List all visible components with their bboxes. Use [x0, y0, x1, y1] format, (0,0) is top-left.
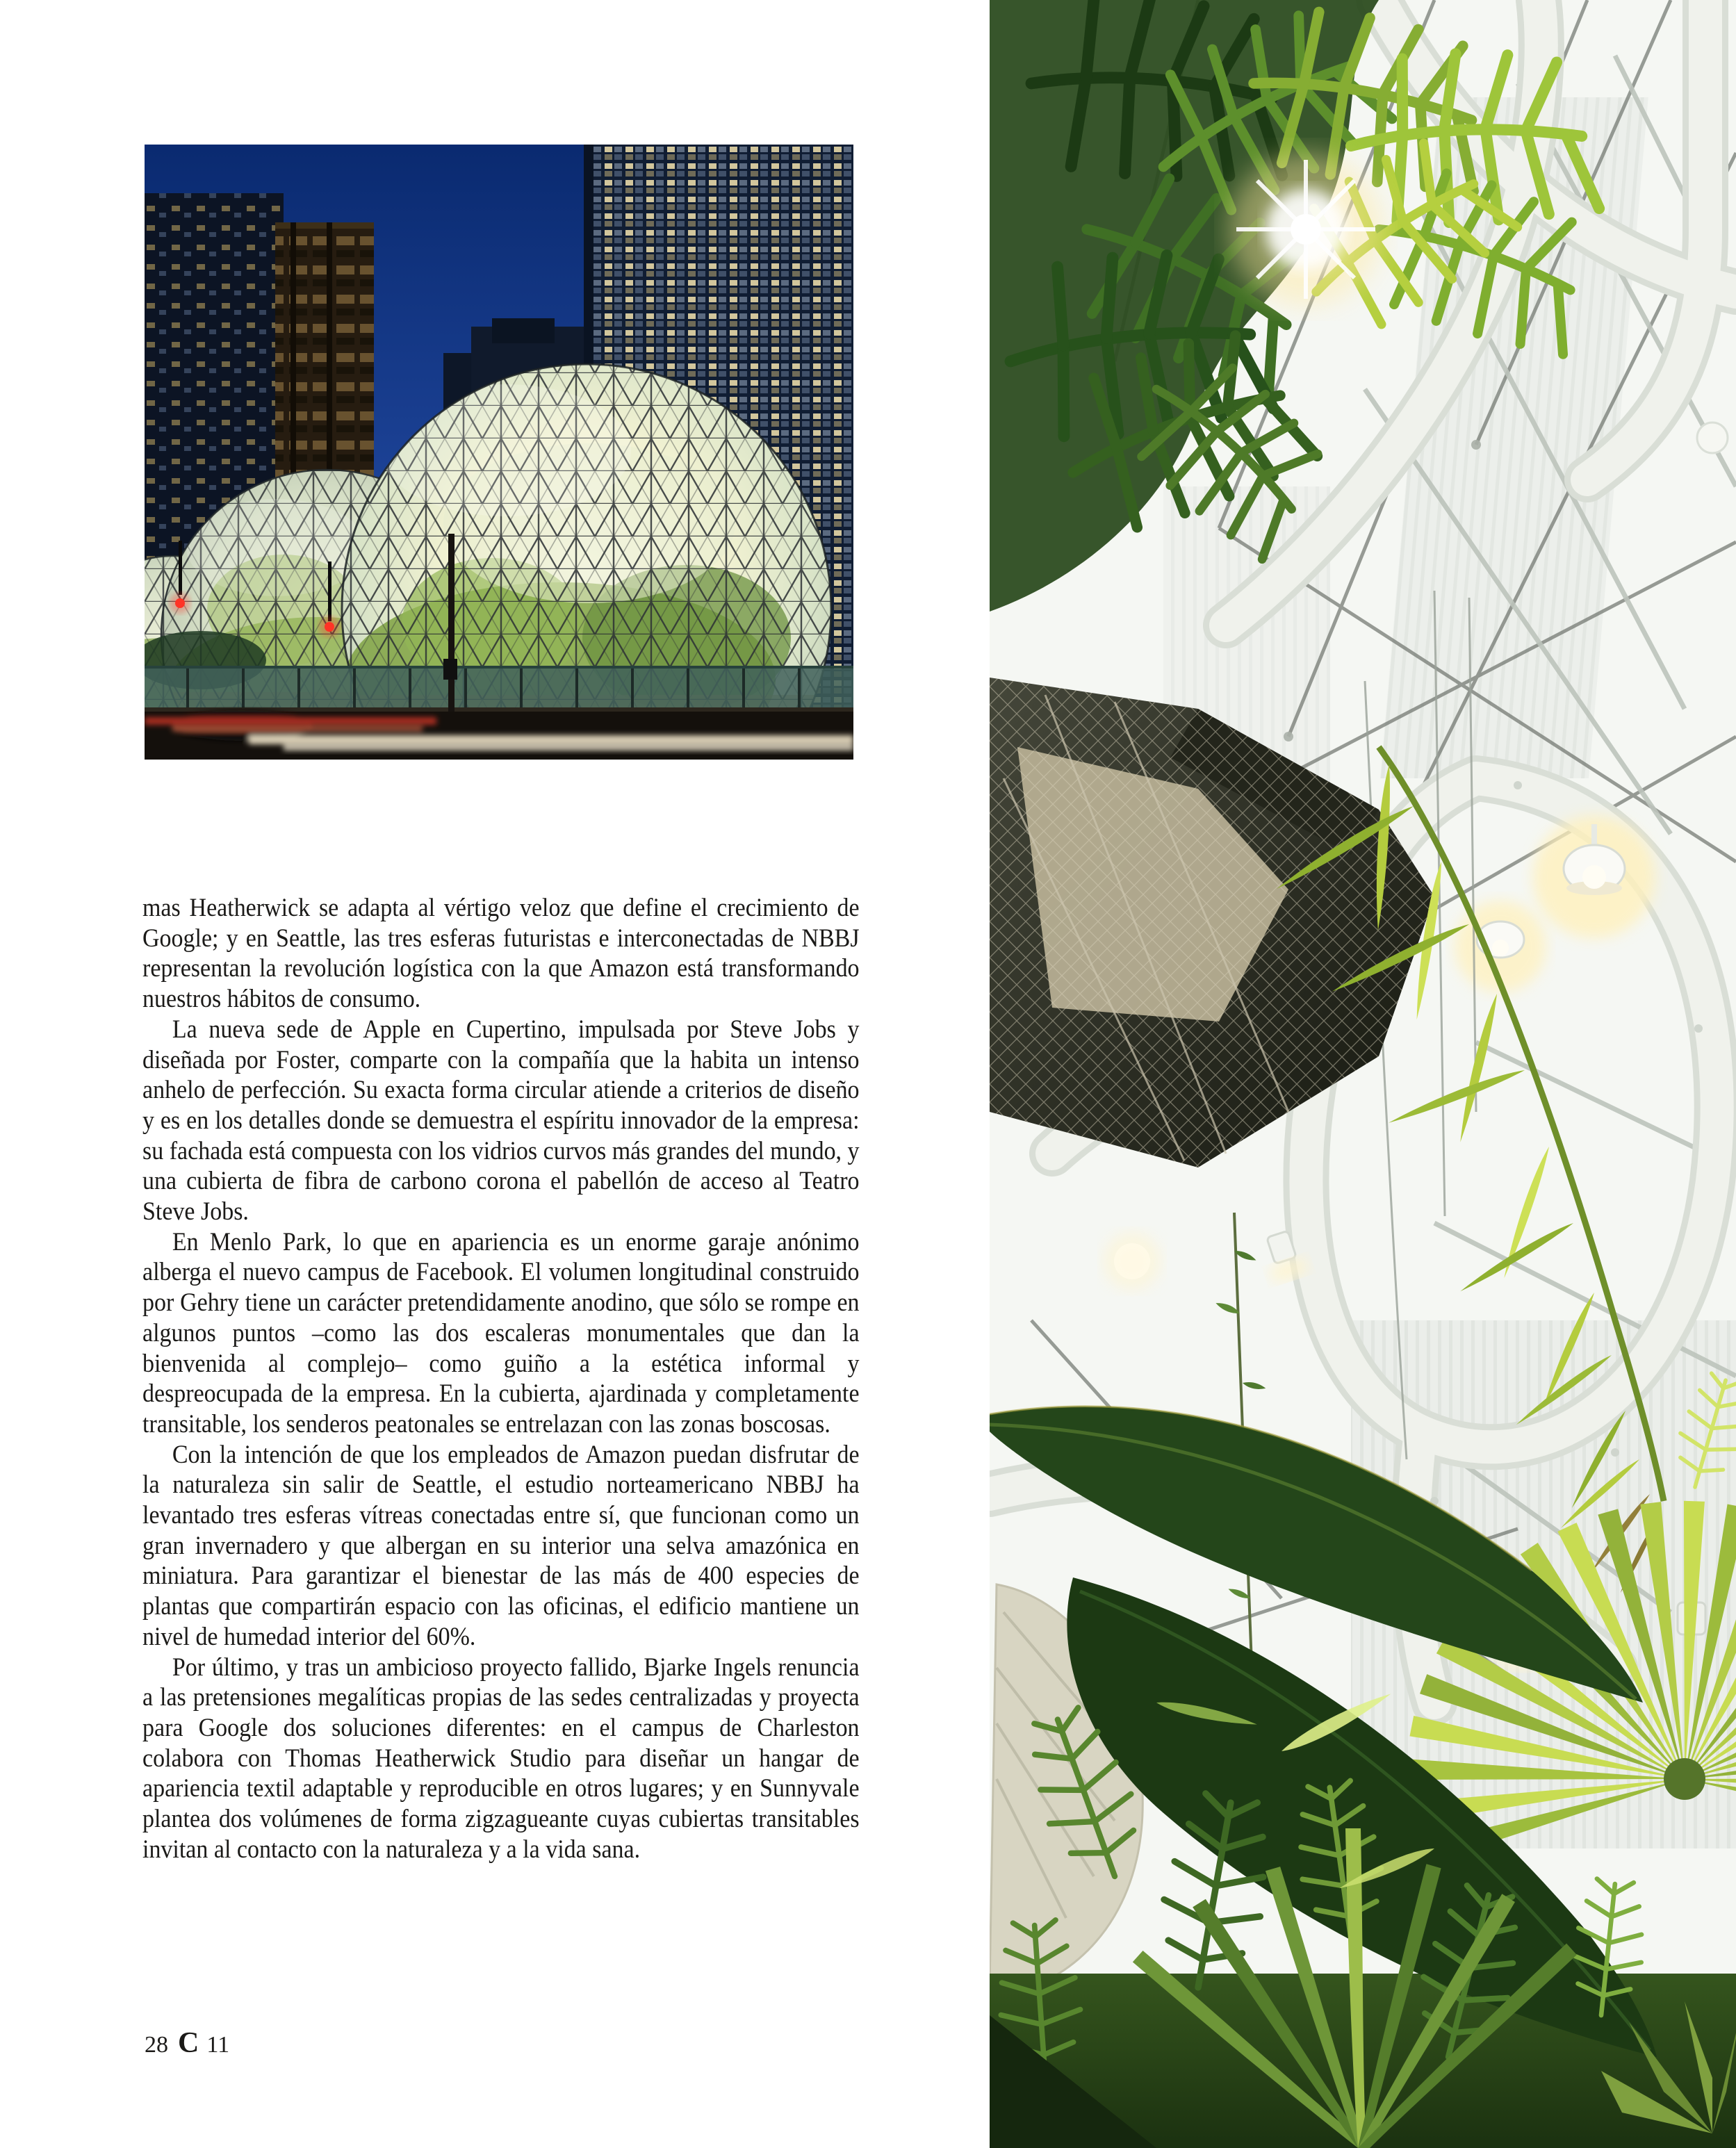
article-paragraph: Con la intención de que los empleados de Amazon puedan disfrutar de la naturaleza sin salir de Seattle, el estudio norteamericano NBBJ ha levantado tres esferas vítreas conectadas entre sí, que funcionan como un gran invernadero y que albergan en su interior una selva amazónica en miniatura. Para garantizar el bienestar de las más de 400 especies de plantas que compartirán espacio con las oficinas, el edificio mantiene un nivel de humedad interior del 60%. — [142, 1439, 860, 1650]
article-paragraph: La nueva sede de Apple en Cupertino, impulsada por Steve Jobs y diseñada por Foster, comparte con la compañía que la habita un intenso anhelo de perfección. Su exacta forma circular atiende a criterios de diseño y es en los detalles donde se demuestra el espíritu innovador de la empresa: su fachada está compuesta con los vidrios curvos más grandes del mundo, y una cubierta de fibra de carbono corona el pabellón de acceso al Teatro Steve Jobs. — [142, 1014, 860, 1226]
amazon-spheres-exterior-night-photo — [145, 145, 853, 760]
spheres-interior-jungle-photo — [990, 0, 1736, 2148]
article-body — [142, 892, 860, 1864]
page-number: 28 — [145, 2032, 168, 2058]
page-folio — [145, 2026, 229, 2060]
article-paragraph: En Menlo Park, lo que en apariencia es un enorme garaje anónimo alberga el nuevo campus de Facebook. El volumen longitudinal construido por Gehry tiene un carácter pretendidamente anodino, que sólo se rompe en algunos puntos –como las dos escaleras monumentales que dan la bienvenida al complejo– como guiño a la estética informal y despreocupada de la empresa. En la cubierta, ajardinada y completamente transitable, los senderos peatonales se entrelazan con las zonas boscosas. — [142, 1227, 860, 1438]
article-paragraph: Por último, y tras un ambicioso proyecto fallido, Bjarke Ingels renuncia a las pretensiones megalíticas propias de las sedes centralizadas y proyecta para Google dos soluciones diferentes: en el campus de Charleston colabora con Thomas Heatherwick Studio para diseñar un hangar de apariencia textil adaptable y reproducible en otros lugares; y en Sunnyvale plantea dos volúmenes de forma zigzagueante cuyas cubiertas transitables invitan al contacto con la naturaleza y a la vida sana. — [142, 1652, 860, 1863]
issue-number: 11 — [206, 2032, 230, 2058]
sun-glint — [1229, 153, 1382, 306]
article-paragraph: mas Heatherwick se adapta al vértigo veloz que define el crecimiento de Google; y en Seattle, las tres esferas futuristas e interconectadas de NBBJ representan la revolución logística con la que Amazon está transformando nuestros hábitos de consumo. — [142, 893, 860, 1013]
magazine-mark: C — [178, 2027, 200, 2059]
